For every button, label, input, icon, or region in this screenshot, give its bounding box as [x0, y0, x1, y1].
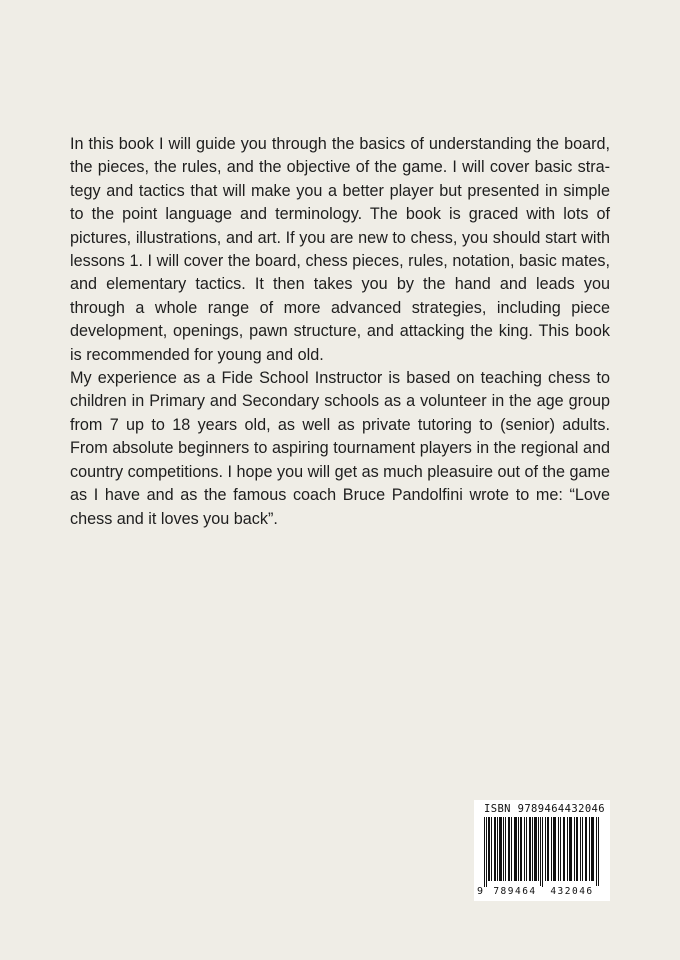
barcode-left-digits: 789464	[488, 886, 542, 897]
barcode-bars	[483, 817, 603, 887]
barcode-first-digit: 9	[477, 886, 484, 897]
isbn-label: ISBN 9789464432046	[484, 803, 605, 815]
back-cover-blurb	[70, 133, 610, 531]
isbn-barcode	[474, 800, 610, 901]
blurb-paragraph-2: My experience as a Fide School Instructor is based on teaching chess to children in Primary and Secondary schools as a volunteer in the age group from 7 up to 18 years old, as well as private tutoring to (senior) adults. From absolute beginners to aspiring tournament players in the regional and country competitions. I hope you will get as much pleasuire out of the game as I have and as the famous coach Bruce Pandolfini wrote to me: “Love chess and it loves you back”.	[70, 369, 610, 528]
blurb-paragraph-1: In this book I will guide you through the basics of understanding the board, the pieces, the rules, and the objective of the game. I will cover basic strategy and tactics that will make you a better player but presented in simple to the point language and terminology. The book is graced with lots of pictures, illustrations, and art. If you are new to chess, you should start with lessons 1. I will cover the board, chess pieces, rules, notation, basic mates, and elementary tactics. It then takes you by the hand and leads you through a whole range of more advanced strategies, including piece development, openings, pawn structure, and attacking the king. This book is recommended for young and old.	[70, 135, 610, 364]
barcode-right-digits: 432046	[545, 886, 599, 897]
